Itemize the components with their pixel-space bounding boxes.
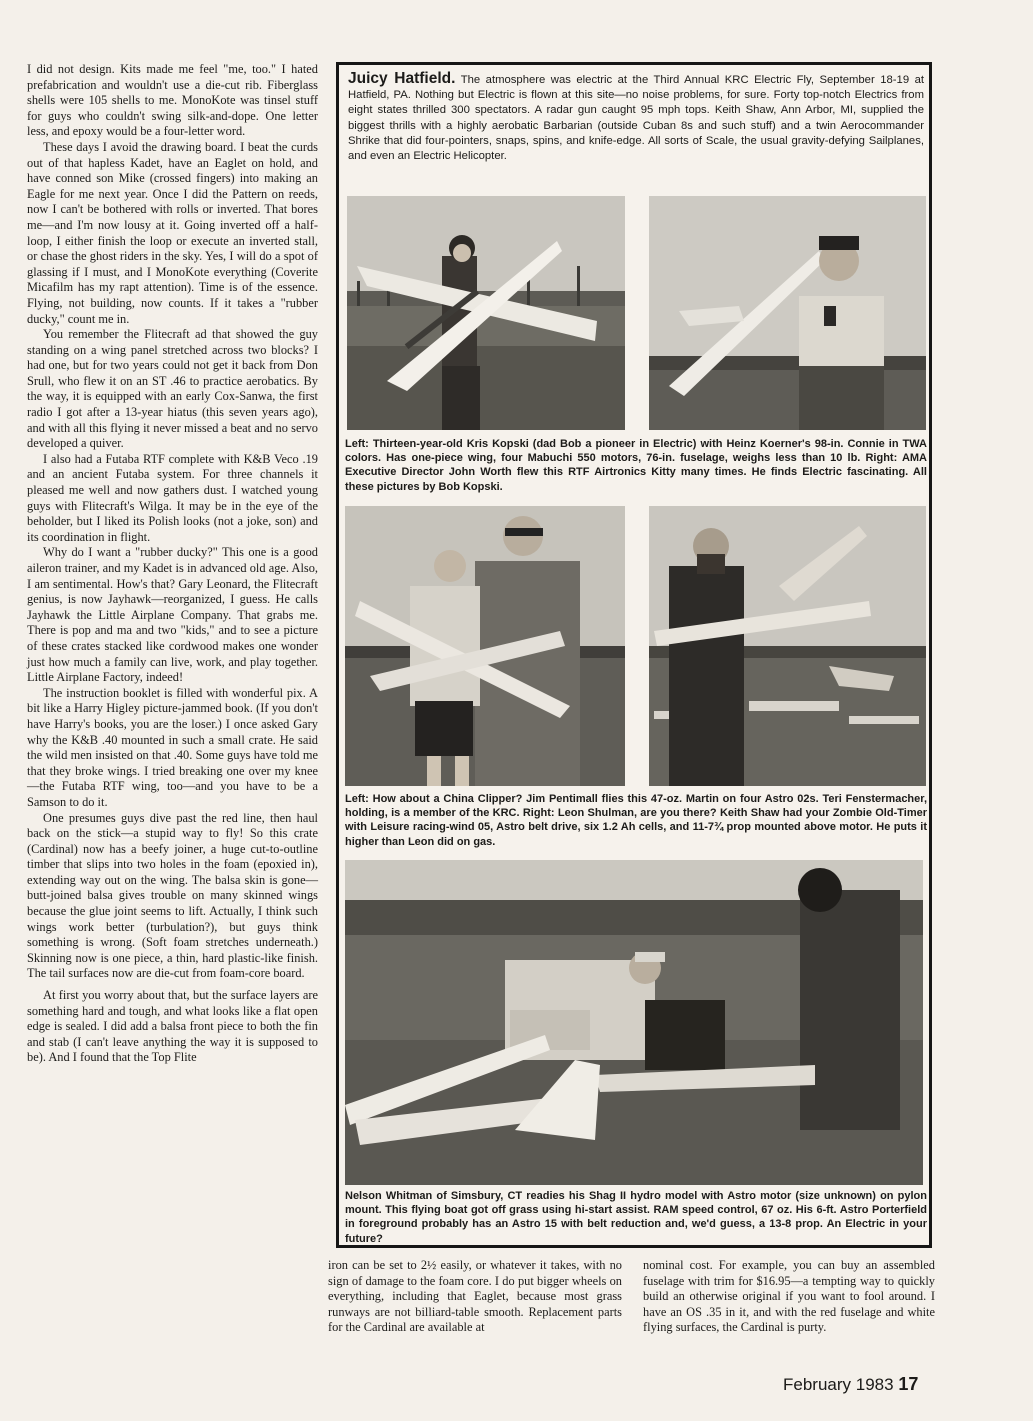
paragraph: nominal cost. For example, you can buy an assembled fuselage with trim for $16.95—a tempting way to quickly build an otherwise original if you want to fool around. I have an OS .35 in it, and with the red fuselage and white flying surfaces, the Cardinal is purty. — [643, 1258, 935, 1335]
sidebar-title: Juicy Hatfield. — [348, 70, 456, 87]
caption-bottom-photo: Nelson Whitman of Simsbury, CT readies his Shag II hydro model with Astro motor (size unknown) on pylon mount. This flying boat got off grass using hi-start assist. RAM speed control, 67 oz. His 6-ft. Astro Porterfield in foreground probably has an Astro 15 with belt reduction and, we'd guess, a 13-8 prop. An Electric in your future? — [345, 1190, 927, 1245]
photo-china-clipper — [345, 506, 625, 786]
caption-middle-photos: Left: How about a China Clipper? Jim Pentimall flies this 47-oz. Martin on four Astro 02s. Teri Fenstermacher, holding, is a member of the KRC. Right: Leon Shulman, are you there? Keith Shaw had your Zombie Old-Timer with Leisure racing-wind 05, Astro belt drive, six 1.2 Ah cells, and 11-7¾ prop mounted above motor. He puts it higher than Leon did on gas. — [345, 793, 927, 848]
paragraph: One presumes guys dive past the red line, then haul back on the stick—a stupid way to fly! So this crate (Cardinal) now has a beefy joiner, a huge cut-to-outline timber that slips into two holes in the foam (epoxied in), extending way out on the wing. The balsa skin is gone—butt-joined balsa gives trouble on many skinned wings because the glue joint seems to lift. Actually, I think such wings work better (turbulation?), but guys think something is wrong. (Soft foam stretches underneath.) Skinning now is one piece, a thin, hard plastic-like finish. The tail surfaces now are die-cut from foam-core board. — [27, 810, 318, 981]
sidebar-intro-text: The atmosphere was electric at the Third Annual KRC Electric Fly, September 18-19 at Hatfield, PA. Nothing but Electric is flown at this site—no noise problems, for sure. Forty top-notch Electrics from eight states thrilled 300 spectators. A radar gun caught 95 mph tops. Keith Shaw, Ann Arbor, MI, supplied the biggest thrills with a highly aerobatic Barbarian (outside Cuban 8s and such stuff) and a twin Aerocommander Shrike that did four-pointers, snaps, spins, and knife-edge. All sorts of Scale, the usual gravity-defying Sailplanes, and even an Electric Helicopter. — [348, 74, 925, 163]
middle-column — [328, 1258, 622, 1336]
photo-zombie-model — [649, 506, 926, 786]
caption-top-photos: Left: Thirteen-year-old Kris Kopski (dad Bob a pioneer in Electric) with Heinz Koerner's 98-in. Connie in TWA colors. Has one-piece wing, four Mabuchi 550 motors, 76-in. fuselage, weighs less than 10 lb. Right: AMA Executive Director John Worth flew this RTF Airtronics Kitty many times. He finds Electric fascinating. All these pictures by Bob Kopski. — [345, 438, 927, 493]
page-footer — [783, 1374, 918, 1395]
paragraph: These days I avoid the drawing board. I beat the curds out of that hapless Kadet, have an Eaglet on hold, and have conned son Mike (crossed fingers) into making an Eagle for me next year. Once I did the Pattern on reeds, now I can't be bothered with rolls or inverted. That bores me—and I'm now lousy at it. Going inverted off a half-loop, I either finish the loop or execute an inverted stall, or chase the ghost riders in the sky. Yes, I will do a spot of glassing if I must, and I MonoKote everything (Coverite Micafilm has my rapt attention). Time is of the essence. Flying, not building, now counts. If it takes a "rubber ducky," count me in. — [27, 139, 318, 326]
sidebar-intro — [348, 71, 924, 164]
paragraph: At first you worry about that, but the surface layers are something hard and tough, and what looks like a flat open edge is sealed. I did add a balsa front piece to both the fin and stab (I can't leave anything the way it is supposed to be). And I found that the Top Flite — [27, 988, 318, 1065]
paragraph: I also had a Futaba RTF complete with K&B Veco .19 and an ancient Futaba system. For three channels it pleased me well and now gathers dust. I watched young guys with Flitecraft's Wilga. It may be in the eye of the beholder, but I liked its Polish looks (not a joke, son) and its coordination in flight. — [27, 451, 318, 544]
right-column — [643, 1258, 935, 1336]
photo-shag-ii-porterfield — [345, 860, 923, 1185]
paragraph: I did not design. Kits made me feel "me, too." I hated prefabrication and wouldn't use a die-cut rib. Fiberglass shells were 105 shells to me. MonoKote was tinsel stuff for guys who couldn't swing silk-and-dope. One letter less, and epoxy would be a four-letter word. — [27, 62, 318, 139]
paragraph: You remember the Flitecraft ad that showed the guy standing on a wing panel stretched across two blocks? I had one, but for two years could not get it back from Don Srull, who flew it on an ST .46 to practice aerobatics. By the way, it is equipped with an early Cox-Sanwa, the first radio I got after a 13-year hiatus (this seven years ago), and with all this flying it never missed a beat and no servo developed a quiver. — [27, 327, 318, 451]
paragraph: Why do I want a "rubber ducky?" This one is a good aileron trainer, and my Kadet is in advanced old age. Also, I am sentimental. How's that? Gary Leonard, the Flitecraft genius, is now Jayhawk—reorganized, I guess. He calls Jayhawk the Little Airplane Company. That grabs me. There is pop and ma and two "kids," and to see a picture of these crates stacked like cordwood makes one wonder just how much a family can live, work, and play together. Little Airplane Factory, indeed! — [27, 545, 318, 685]
sidebar-box — [336, 62, 932, 1248]
paragraph: The instruction booklet is filled with wonderful pix. A bit like a Harry Higley picture-jammed book. (If you don't have Harry's books, you are the loser.) I once asked Gary why the K&B .40 mounted in such a small crate. He said the wild men insisted on that .40. Some guys have told me that they broke wings. I tried breaking one over my knee—the Futaba RTF wing, too—and you have to be a Samson to do it. — [27, 685, 318, 809]
paragraph: iron can be set to 2½ easily, or whatever it takes, with no sign of damage to the foam core. I do put bigger wheels on everything, including that Eaglet, because most grass runways are not billiard-table smooth. Replacement parts for the Cardinal are available at — [328, 1258, 622, 1335]
photo-kitty-model — [649, 196, 926, 430]
issue-date: February 1983 — [783, 1375, 894, 1394]
left-column — [27, 62, 318, 1066]
photo-connie-model — [347, 196, 625, 430]
page-number: 17 — [898, 1374, 919, 1394]
